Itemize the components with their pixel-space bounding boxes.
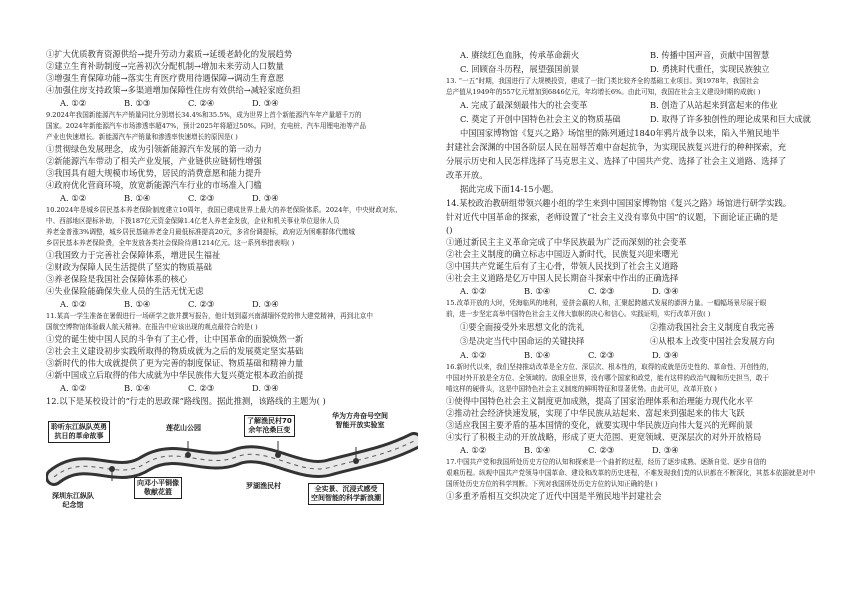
q15-statement-2: ②推动我国社会主义制度自我完善 xyxy=(650,322,775,332)
q9-stem-1: 9.2024年我国新能源汽车产销量同比分别增长34.4%和35.5%，成为世界上首个新能源汽车年产量超千万的 xyxy=(46,111,362,119)
q14-stem-3: () xyxy=(446,225,453,235)
q16-statement-2: ②推动社会经济快速发展，实现了中华民族从站起来、富起来到强起来的伟大飞跃 xyxy=(446,408,745,418)
route-map-figure xyxy=(46,411,418,516)
q11-option-b[interactable]: B. ①④ xyxy=(124,383,151,393)
q13-stem-2: 总产值从1949年的557亿元增加到6846亿元，年均增长6%。由此可知，我国在社会主义建设时期的成就( ) xyxy=(446,88,761,96)
question-13 xyxy=(446,76,826,126)
q17-stem-3: 国所处历史方位的科学判断。下列对我国所处历史方位的认知正确的是( ) xyxy=(446,480,658,488)
q10-option-a[interactable]: A. ①② xyxy=(60,299,87,309)
q16-statement-3: ③适应我国主要矛盾的基本国情的变化，就要实现中华民族迈向伟大复兴的光辉前景 xyxy=(446,420,753,430)
q16-option-d[interactable]: D. ③④ xyxy=(652,445,679,455)
left-column xyxy=(46,48,418,516)
q14-statement-2: ②社会主义制度的确立标志中国迈入新时代，民族复兴迎来曙光 xyxy=(446,249,679,259)
q9-statement-4: ④政府优化营商环境，放宽新能源汽车行业的市场准入门槛 xyxy=(46,180,262,190)
q14-stem-1: 14.某校政治教研组带领兴趣小组的学生来到中国国家博物馆《复兴之路》场馆进行研学实践。 xyxy=(446,198,792,208)
q10-option-b[interactable]: B. ①④ xyxy=(124,299,151,309)
q12-option-a[interactable]: A. 赓续红色血脉，传承革命薪火 xyxy=(460,50,580,60)
q11-option-d[interactable]: D. ③④ xyxy=(252,383,279,393)
question-14 xyxy=(446,196,826,298)
q10-option-c[interactable]: C. ②③ xyxy=(188,299,215,309)
map-pin-icon xyxy=(275,441,281,458)
q12-stem: 12.以下是某校设计的“行走的思政课”路线图。据此推测，该路线的主题为( ) xyxy=(46,396,326,406)
q11-statement-4: ④新中国成立后取得的伟大成就为中华民族伟大复兴奠定根本政治前提 xyxy=(46,370,304,380)
q13-option-b[interactable]: B. 创造了从站起来到富起来的伟业 xyxy=(650,100,778,110)
q14-statement-1: ①通过新民主主义革命完成了中华民族最为广泛而深刻的社会变革 xyxy=(446,237,687,247)
q17-statement-1: ①多重矛盾相互交织决定了近代中国是半殖民地半封建社会 xyxy=(446,491,662,501)
q14-stem-2: 针对近代中国革命的探索，老师设置了“社会主义没有辜负中国”的议题，下面论证正确的是 xyxy=(446,212,779,222)
material-line-2: 封建社会深渊的中国各阶层人民在屈辱苦难中奋起抗争，为实现民族复兴进行的种种探索，充 xyxy=(446,142,787,152)
q13-stem-1: 13. “一五”时期，我国进行了大规模投资，建成了一批门类比较齐全的基础工业项目。到1978年，我国社会 xyxy=(446,77,760,85)
question-10 xyxy=(46,205,418,311)
q8-statement-4: ④加强住房支持政策→多渠道增加保障性住房有效供给→减轻家庭负担 xyxy=(46,85,301,95)
q13-options-row-2 xyxy=(446,112,826,126)
q9-option-c[interactable]: C. ②③ xyxy=(188,193,215,203)
q14-option-c[interactable]: C. ②③ xyxy=(588,286,615,296)
question-11 xyxy=(46,311,418,395)
q8-statement-1: ①扩大优质教育资源供给→提升劳动力素质→延缓老龄化的发展趋势 xyxy=(46,49,293,59)
q11-option-a[interactable]: A. ①② xyxy=(60,383,87,393)
q12-options-row-1 xyxy=(446,48,826,62)
q10-stem-1: 10.2024年是城乡居民基本养老保险制度建立10周年，我国已建成世界上最大的养老保险体系。2024年，中央财政对东、 xyxy=(46,206,402,214)
q8-statement-3: ③增强生育保障功能→落实生育医疗费用待遇保障→调动生育意愿 xyxy=(46,73,284,83)
stop-luohu-village: 罗湖渔民村 xyxy=(246,482,281,490)
q16-statement-1: ①使得中国特色社会主义制度更加成熟，提高了国家治理体系和治理能力现代化水平 xyxy=(446,396,753,406)
q14-statement-3: ③中国共产党诞生后有了主心骨，带领人民找到了社会主义道路 xyxy=(446,261,679,271)
q15-stem-2: 前，进一步坚定高举中国特色社会主义伟大旗帜的决心和信心。实践证明，实行改革开放( ) xyxy=(446,310,711,318)
q9-statement-1: ①贯彻绿色发展理念，成为引领新能源汽车发展的第一动力 xyxy=(46,144,262,154)
q15-statements-row-1 xyxy=(446,320,826,334)
q8-statements xyxy=(46,48,418,96)
q12-options-row-2 xyxy=(446,62,826,76)
q16-stem-2: 中国对外开放是全方位、全领域的。放眼全世界，没有哪个国家和政党，能有这样的政治气魄和历史担当，敢于 xyxy=(446,374,770,382)
q15-statement-1: ①要全面接受外来思想文化的洗礼 xyxy=(460,322,585,332)
material-prompt: 据此完成下面14-15小题。 xyxy=(460,184,559,194)
q11-statement-1: ①党的诞生使中国人民的斗争有了主心骨，让中国革命的面貌焕然一新 xyxy=(46,334,304,344)
q16-statement-4: ④实行了积极主动的开放战略，形成了更大范围、更宽领域、更深层次的对外开放格局 xyxy=(446,432,762,442)
q10-stem-4: 乡居民基本养老保险费，全年发放各类社会保险待遇1214亿元。这一系列举措表明( ) xyxy=(46,239,295,247)
q15-statement-3: ③是决定当代中国命运的关键抉择 xyxy=(460,336,585,346)
q8-statement-2: ②建立生育补助制度→完善初次分配机制→增加未来劳动人口数量 xyxy=(46,61,284,71)
q14-option-d[interactable]: D. ③④ xyxy=(652,286,679,296)
q9-statement-2: ②新能源汽车带动了相关产业发展，产业链供应链韧性增强 xyxy=(46,156,262,166)
q8-option-c[interactable]: C. ②④ xyxy=(188,98,215,108)
q16-option-a[interactable]: A. ①② xyxy=(460,445,487,455)
q15-option-a[interactable]: A. ①② xyxy=(460,350,487,360)
q8-option-a[interactable]: A. ①② xyxy=(60,98,87,108)
q15-option-b[interactable]: B. ①④ xyxy=(524,350,551,360)
q11-statement-2: ②社会主义建设初步实践所取得的物质成就为之后的发展奠定坚实基础 xyxy=(46,346,304,356)
right-column xyxy=(446,48,826,502)
q13-options-row-1 xyxy=(446,98,826,112)
q10-stem-3: 养老金普涨3%调整，城乡居民基础养老金月最低标准提高20元，多省份调提标，政府迈为困难群体代缴城 xyxy=(46,228,355,236)
q12-option-c[interactable]: C. 回顾奋斗历程，展望强国前景 xyxy=(460,64,580,74)
q11-option-c[interactable]: C. ②③ xyxy=(188,383,215,393)
q9-option-b[interactable]: B. ①④ xyxy=(124,193,151,203)
q15-options xyxy=(446,348,826,362)
q14-option-a[interactable]: A. ①② xyxy=(460,286,487,296)
stop-huawei-lab: 华为方舟奋号空间 智能开放实验室 xyxy=(332,412,388,429)
q15-statements-row-2 xyxy=(446,334,826,348)
q13-option-d[interactable]: D. 取得了许多独创性的理论成果和巨大成就 xyxy=(650,114,811,124)
question-9 xyxy=(46,110,418,205)
q14-options xyxy=(446,284,826,298)
reading-material xyxy=(446,126,826,196)
q13-option-c[interactable]: C. 奠定了开创中国特色社会主义的物质基础 xyxy=(460,114,621,124)
q8-option-b[interactable]: B. ①③ xyxy=(124,98,151,108)
q11-options xyxy=(46,381,418,395)
question-17 xyxy=(446,457,826,502)
q10-option-d[interactable]: D. ③④ xyxy=(252,299,279,309)
question-12 xyxy=(46,395,418,516)
q8-option-d[interactable]: D. ③④ xyxy=(252,98,279,108)
q11-statement-3: ③新时代的伟大成就提供了更为完善的制度保证、物质基础和精神力量 xyxy=(46,358,304,368)
q9-stem-3: 产业也快速增长。新能源汽车产销量和渗透率快速增长的原因是( ) xyxy=(46,133,238,141)
material-line-4: 改革开放。 xyxy=(446,170,488,180)
q13-option-a[interactable]: A. 完成了最深刻最伟大的社会变革 xyxy=(460,100,588,110)
q15-statement-4: ④从根本上改变中国社会发展方向 xyxy=(650,336,775,346)
material-line-3: 分展示历史和人民怎样选择了马克思主义、选择了中国共产党、选择了社会主义道路、选择了 xyxy=(446,156,787,166)
stop-lianhua-park: 莲花山公园 xyxy=(166,424,201,432)
stop-memorial-hall: 深圳东江纵队 纪念馆 xyxy=(52,492,94,509)
q10-statement-1: ①我国致力于完善社会保障体系，增进民生福祉 xyxy=(46,250,221,260)
q10-statement-4: ④失业保险能确保失业人员的生活无忧无虑 xyxy=(46,286,204,296)
q16-stem-3: 啃这样的硬骨头，这是中国特色社会主义制度的鲜明特征和显著优势。由此可见，改革开放( ) xyxy=(446,385,717,393)
q11-stem-1: 11.某高一学生准备在暑假进行一场研学之旅并撰写报告，他计划到嘉兴南湖缅怀党的伟大建党精神，再到北京中 xyxy=(46,312,373,320)
q8-options xyxy=(46,96,418,110)
q11-stem-2: 国航空博物馆体验载人航天精神。在报告中应该出现的观点最符合的是( ) xyxy=(46,323,258,331)
q17-stem-1: 17.中国共产党和我国所处历史方位的认知和探索是一个曲折的过程，经历了逐步成熟、逐渐自觉、逐步自信的 xyxy=(446,458,767,466)
q14-statement-4: ④社会主义道路是亿万中国人民长期奋斗探索中作出的正确选择 xyxy=(446,273,679,283)
question-15 xyxy=(446,298,826,362)
stop-deng-statue-box: 向邓小平铜像 敬献花篮 xyxy=(134,477,182,499)
q9-option-a[interactable]: A. ①② xyxy=(60,193,87,203)
question-16 xyxy=(446,362,826,457)
q9-stem-2: 国家。2024年新能源汽车市场渗透率超47%，预计2025年将超过50%。同时，充电桩、汽车用锂电池等产品 xyxy=(46,122,367,130)
stop-tech-experience-box: 全实景、沉浸式感受 空间智能的科学新浪潮 xyxy=(308,483,384,505)
q10-stem-2: 中、西部地区提标补助，下拨187亿元资金保障1.4亿老人养老金发放，企业和机关事业单位退休人员 xyxy=(46,217,340,225)
q10-statement-2: ②财政为保障人民生活提供了坚实的物质基础 xyxy=(46,262,212,272)
q15-stem-1: 15.改革开放的大时，凭海临风的地利，爱拼会赢的人和，汇聚起跨越式发展的澎湃力量。一幅幅场景尽展于眼 xyxy=(446,299,767,307)
q15-option-c[interactable]: C. ②③ xyxy=(588,350,615,360)
q17-stem-2: 艰难历程。纵观中国共产党领导中国革命、建设和改革的历史进程，不难发现我们党的认识都在不断深化，其基本依据就是对中 xyxy=(446,469,816,477)
material-line-1: 中国国家博物馆《复兴之路》场馆里的陈列通过1840年鸦片战争以来，陷入半殖民地半 xyxy=(460,128,780,138)
q9-statement-3: ③我国具有超大规模市场优势，居民的消费意愿和能力提升 xyxy=(46,168,262,178)
q12-option-d[interactable]: D. 勇挑时代重任，实现民族独立 xyxy=(650,64,770,74)
q10-statement-3: ③养老保险是我国社会保障体系的核心 xyxy=(46,274,188,284)
stop-story-box: 聆听东江纵队英勇 抗日的革命故事 xyxy=(48,421,110,443)
q16-option-b[interactable]: B. ①④ xyxy=(524,445,551,455)
q12-option-b[interactable]: B. 传播中国声音，贡献中国智慧 xyxy=(650,50,770,60)
q15-option-d[interactable]: D. ③④ xyxy=(652,350,679,360)
q16-stem-1: 16.新时代以来，我们坚持推动改革是全方位、深层次、根本性的，取得的成就是历史性的、革命性、开创性的， xyxy=(446,363,773,371)
q16-options xyxy=(446,443,826,457)
q14-option-b[interactable]: B. ①④ xyxy=(524,286,551,296)
stop-fishing-village-box: 了解渔民村70 余年沧桑巨变 xyxy=(244,415,295,437)
q9-option-d[interactable]: D. ③④ xyxy=(252,193,279,203)
q9-options xyxy=(46,191,418,205)
q10-options xyxy=(46,297,418,311)
q16-option-c[interactable]: C. ②③ xyxy=(588,445,615,455)
